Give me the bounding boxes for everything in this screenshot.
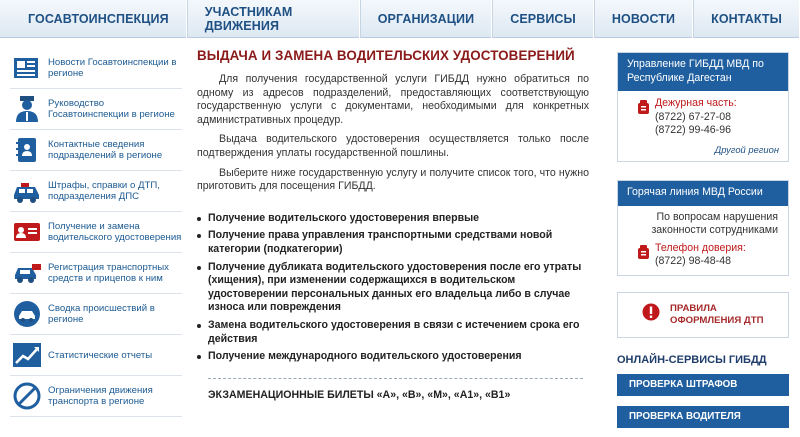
sidebar-item-restrictions[interactable] — [10, 376, 182, 417]
sidebar-item-label: Ограничения движения транспорта в регионе — [48, 385, 153, 407]
phone-icon — [637, 242, 655, 269]
service-link-replacement[interactable]: Замена водительского удостоверения в связи с истечением срока его действия — [197, 319, 589, 346]
no-entry-icon — [10, 381, 44, 411]
rules-line-2: ОФОРМЛЕНИЯ ДТП — [670, 314, 764, 326]
sidebar-item-label: Штрафы, справки о ДТП, подразделения ДПС — [48, 180, 160, 202]
nav-uchastnikam-dvizheniya[interactable]: УЧАСТНИКАМ ДВИЖЕНИЯ — [187, 0, 360, 38]
newspaper-icon — [10, 53, 44, 83]
sidebar-item-registration[interactable] — [10, 253, 182, 294]
phone-icon — [637, 97, 655, 138]
sidebar-item-statistics[interactable] — [10, 335, 182, 376]
sidebar-item-label: Руководство Госавтоинспекции в регионе — [48, 98, 175, 120]
sidebar-item-leadership[interactable] — [10, 89, 182, 130]
region-title: Управление ГИБДД МВД по Республике Дагестан — [618, 53, 788, 91]
license-card-icon — [10, 217, 44, 247]
contact-book-icon — [10, 135, 44, 165]
nav-organizacii[interactable]: ОРГАНИЗАЦИИ — [360, 0, 492, 38]
check-fines-button[interactable]: ПРОВЕРКА ШТРАФОВ — [617, 374, 789, 396]
service-link-duplicate[interactable]: Получение дубликата водительского удостоверения после его утраты (хищения), при изменении содержащихся в водительском удостоверении персональных данных его владельца либо в случае износа или повреждения — [197, 261, 589, 315]
other-region-link[interactable]: Другой регион — [714, 143, 779, 155]
accident-rules-link[interactable] — [617, 292, 789, 338]
exam-tickets-link[interactable]: ЭКЗАМЕНАЦИОННЫЕ БИЛЕТЫ «А», «В», «М», «А1», «В1» — [208, 388, 511, 401]
region-contact-box — [617, 52, 789, 162]
sidebar-item-label: Новости Госавтоинспекции в регионе — [48, 57, 177, 79]
page-title: ВЫДАЧА И ЗАМЕНА ВОДИТЕЛЬСКИХ УДОСТОВЕРЕНИЙ — [197, 48, 575, 63]
nav-gosavtoinspekciya[interactable]: ГОСАВТОИНСПЕКЦИЯ — [12, 0, 187, 38]
officer-icon — [10, 94, 44, 124]
service-link-first-license[interactable]: Получение водительского удостоверения впервые — [197, 212, 589, 226]
top-navigation — [0, 0, 800, 38]
check-driver-button[interactable]: ПРОВЕРКА ВОДИТЕЛЯ — [617, 406, 789, 428]
fee-paragraph: Выдача водительского удостоверения осуществляется только после подтверждения уплаты государственной пошлины. — [197, 133, 589, 159]
sidebar-item-label: Сводка происшествий в регионе — [48, 303, 155, 325]
exclamation-icon — [642, 303, 660, 326]
trust-phone: (8722) 98-48-48 — [655, 255, 731, 268]
sidebar-item-label: Получение и замена водительского удостоверения — [48, 221, 182, 243]
trust-label: Телефон доверия: — [655, 241, 746, 254]
duty-phone-1: (8722) 67-27-08 — [655, 110, 731, 123]
service-link-new-category[interactable]: Получение права управления транспортными средствами новой категории (подкатегории) — [197, 229, 589, 256]
service-link-international[interactable]: Получение международного водительского удостоверения — [197, 350, 589, 364]
chart-icon — [10, 340, 44, 370]
sidebar — [10, 48, 182, 417]
sidebar-item-incidents[interactable] — [10, 294, 182, 335]
crash-icon — [10, 299, 44, 329]
divider — [208, 378, 583, 379]
sidebar-item-label: Статистические отчеты — [48, 349, 153, 361]
nav-novosti[interactable]: НОВОСТИ — [594, 0, 693, 38]
dps-car-icon — [10, 176, 44, 206]
sidebar-item-label: Регистрация транспортных средств и прицепов к ним — [48, 262, 169, 284]
duty-label: Дежурная часть: — [655, 97, 737, 110]
sidebar-item-news[interactable] — [10, 48, 182, 89]
hotline-title: Горячая линия МВД России — [618, 181, 788, 206]
nav-servisy[interactable]: СЕРВИСЫ — [492, 0, 594, 38]
nav-kontakty[interactable]: КОНТАКТЫ — [693, 0, 800, 38]
sidebar-item-label: Контактные сведения подразделений в регионе — [48, 139, 163, 161]
rules-line-1: ПРАВИЛА — [670, 302, 717, 314]
services-list — [197, 212, 589, 364]
main-content — [197, 48, 589, 401]
sidebar-item-license[interactable] — [10, 212, 182, 253]
sidebar-item-fines[interactable] — [10, 171, 182, 212]
choose-paragraph: Выберите ниже государственную услугу и получите список того, что нужно приготовить для посещения ГИБДД. — [197, 166, 589, 193]
online-services-title: ОНЛАЙН-СЕРВИСЫ ГИБДД — [617, 353, 767, 366]
vehicle-registration-icon — [10, 258, 44, 288]
intro-paragraph: Для получения государственной услуги ГИБДД нужно обратиться по одному из адресов подразделений, предоставляющих соответствующую государственную услуги с документами, необходимыми для конкретных административных процедур. — [197, 73, 589, 126]
sidebar-item-contacts[interactable] — [10, 130, 182, 171]
hotline-box — [617, 180, 789, 276]
duty-phone-block — [618, 91, 788, 138]
trust-phone-block — [618, 242, 788, 275]
right-column — [617, 52, 789, 428]
duty-phone-2: (8722) 99-46-96 — [655, 124, 731, 137]
hotline-text: По вопросам нарушения законности сотрудниками — [651, 210, 778, 237]
